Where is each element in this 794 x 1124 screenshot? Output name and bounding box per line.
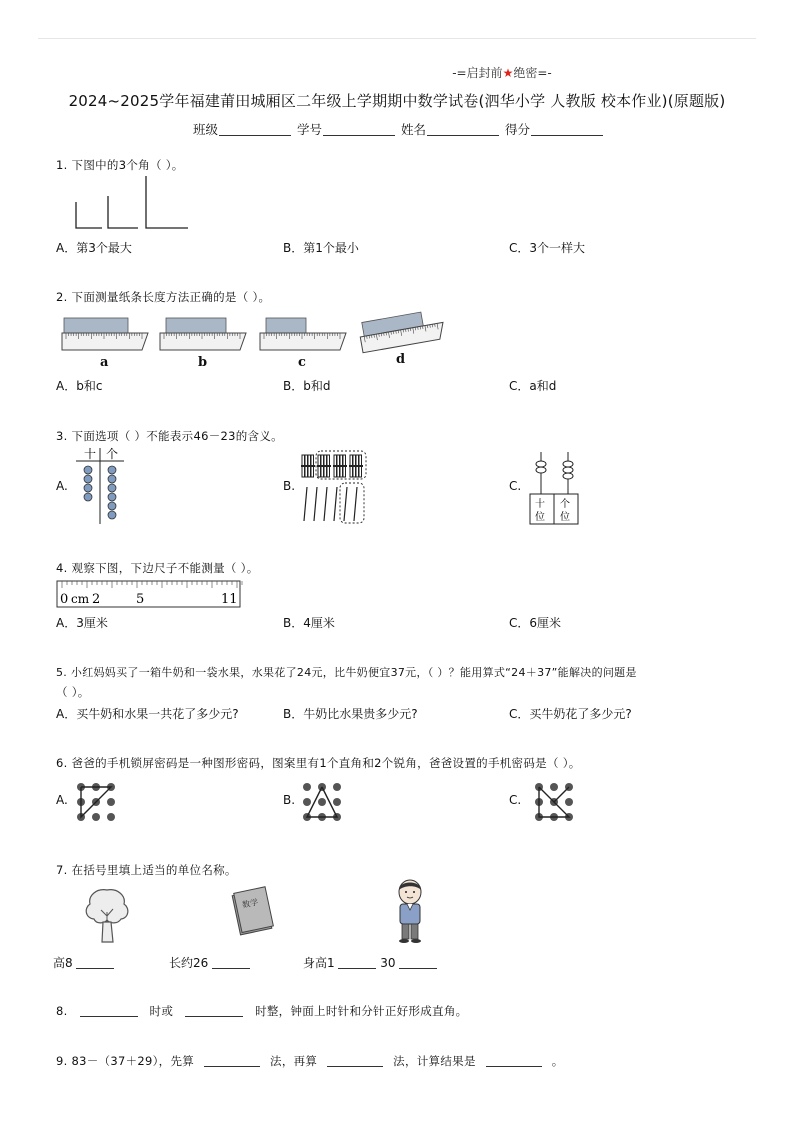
stick	[334, 487, 337, 521]
question-3-stem: 3. 下面选项（ ）不能表示46－23的含义。	[56, 429, 283, 443]
q6-option-a[interactable]: A.	[56, 793, 68, 807]
question-7-stem: 7. 在括号里填上适当的单位名称。	[56, 863, 237, 877]
score-label: 得分	[505, 122, 531, 137]
q3-option-a[interactable]: A.	[56, 479, 68, 493]
boy-height-label-1: 身高1	[303, 956, 335, 970]
ruler-mark-11: 11	[221, 592, 238, 607]
question-5-stem-line1: 5. 小红妈妈买了一箱牛奶和一袋水果，水果花了24元，比牛奶便宜37元，（ ）？能用算式“24＋37”能解决的问题是	[56, 666, 637, 679]
circled-sticks	[340, 483, 364, 523]
counter-bead	[84, 493, 92, 501]
counter-bead	[108, 511, 116, 519]
ruler-mark-5: 5	[136, 592, 145, 607]
three-angles-figure	[70, 174, 200, 232]
question-1-stem: 1. 下图中的3个角（ ）。	[56, 158, 184, 172]
stick	[324, 487, 327, 521]
lock-dot	[550, 783, 558, 791]
tree-icon	[82, 886, 132, 944]
book-length-blank	[169, 954, 250, 971]
q9-blank-3[interactable]	[486, 1054, 542, 1067]
ones-place-label-1: 个	[560, 499, 570, 510]
lock-dot	[333, 783, 341, 791]
paper-strip	[166, 318, 226, 333]
q4-option-a[interactable]: A．3厘米	[56, 616, 108, 630]
broken-ruler-figure	[56, 580, 242, 610]
tens-place-label-1: 十	[535, 499, 545, 510]
student-info-row	[193, 120, 605, 138]
class-field[interactable]	[219, 122, 291, 136]
q5-option-a[interactable]: A．买牛奶和水果一共花了多少元?	[56, 707, 239, 721]
q2-option-c[interactable]: C．a和d	[509, 379, 557, 393]
stick	[344, 487, 347, 521]
student-id-label: 学号	[297, 122, 323, 137]
counter-chart-figure	[74, 446, 130, 526]
ones-place-label-2: 位	[560, 512, 570, 523]
counter-bead	[108, 493, 116, 501]
question-2-stem: 2. 下面测量纸条长度方法正确的是（ ）。	[56, 290, 271, 304]
boy-icon	[390, 878, 430, 944]
ruler-b-figure	[160, 316, 250, 354]
confidential-seal: -=启封前★绝密=-	[452, 66, 552, 80]
q9-tail-text: 。	[551, 1054, 564, 1068]
book-length-label: 长约26	[169, 956, 209, 970]
q8-tail-text: 时整，钟面上时针和分针正好形成直角。	[255, 1004, 468, 1018]
lock-dot	[107, 813, 115, 821]
angle-1	[76, 202, 102, 228]
q5-option-c[interactable]: C．买牛奶花了多少元?	[509, 707, 632, 721]
q3-option-b[interactable]: B.	[283, 479, 296, 493]
counter-bead	[84, 466, 92, 474]
question-8	[56, 1003, 467, 1019]
score-field[interactable]	[531, 122, 603, 136]
ruler	[260, 333, 346, 350]
q9-mid-text-1: 法，再算	[270, 1054, 318, 1068]
lock-dot	[318, 798, 326, 806]
q8-number: 8.	[56, 1004, 68, 1018]
q9-blank-2[interactable]	[327, 1054, 383, 1067]
ruler-mark-2: 2	[92, 592, 101, 607]
q8-blank-2[interactable]	[185, 1004, 243, 1017]
stick	[314, 487, 317, 521]
tree-height-label: 高8	[53, 956, 73, 970]
name-field[interactable]	[427, 122, 499, 136]
tens-place-label-2: 位	[535, 512, 545, 523]
ruler	[160, 333, 246, 350]
abacus-figure	[526, 450, 586, 526]
ruler-c-label: c	[298, 355, 306, 370]
q6-option-b[interactable]: B.	[283, 793, 296, 807]
q9-head-text: 9. 83－（37＋29），先算	[56, 1054, 195, 1068]
tree-height-blank	[53, 954, 114, 971]
question-6-stem: 6. 爸爸的手机锁屏密码是一种图形密码，图案里有1个直角和2个锐角，爸爸设置的手机密码是（ ）。	[56, 756, 581, 770]
page-title: 2024~2025学年福建莆田城厢区二年级上学期期中数学试卷(泗华小学 人教版 校本作业)(原题版)	[68, 92, 726, 110]
counter-bead	[108, 475, 116, 483]
q9-mid-text-2: 法，计算结果是	[393, 1054, 476, 1068]
star-icon: ★	[502, 66, 514, 80]
pattern-lock-a	[70, 776, 122, 828]
ruler-zero: 0	[60, 592, 69, 607]
counter-bead	[84, 484, 92, 492]
sticks-figure	[296, 449, 368, 525]
counter-bead	[108, 466, 116, 474]
stick	[304, 487, 307, 521]
question-4-stem: 4. 观察下图，下边尺子不能测量（ ）。	[56, 561, 259, 575]
q1-option-c[interactable]: C．3个一样大	[509, 241, 586, 255]
angle-2	[108, 196, 138, 228]
lock-dot	[303, 783, 311, 791]
counter-bead	[108, 484, 116, 492]
ruler-d-label: d	[396, 352, 406, 367]
boy-height-answer-2[interactable]	[399, 956, 437, 969]
q4-option-c[interactable]: C．6厘米	[509, 616, 562, 630]
book-length-answer[interactable]	[212, 956, 250, 969]
lock-dot	[565, 798, 573, 806]
lock-dot	[107, 798, 115, 806]
paper-strip	[64, 318, 128, 333]
lock-dot	[92, 813, 100, 821]
ruler-b-label: b	[198, 355, 208, 370]
q1-option-a[interactable]: A．第3个最大	[56, 241, 132, 255]
ruler-c-figure	[260, 316, 350, 354]
lock-dot	[333, 798, 341, 806]
ruler-d-figure	[360, 310, 450, 354]
q6-option-c[interactable]: C.	[509, 793, 522, 807]
paper-strip	[266, 318, 306, 333]
top-divider	[38, 38, 756, 39]
book-cover-text: 数学	[241, 897, 259, 910]
boy-height-answer-1[interactable]	[338, 956, 376, 969]
q1-option-b[interactable]: B．第1个最小	[283, 241, 359, 255]
ruler-unit: cm	[71, 592, 90, 606]
ones-header: 个	[106, 447, 119, 461]
counter-bead	[84, 475, 92, 483]
question-9	[56, 1053, 564, 1069]
q3-option-c[interactable]: C.	[509, 479, 522, 493]
q9-blank-1[interactable]	[204, 1054, 260, 1067]
q4-option-b[interactable]: B．4厘米	[283, 616, 335, 630]
class-label: 班级	[193, 122, 219, 137]
ruler	[62, 333, 148, 350]
boy-height-label-2: 30	[380, 956, 396, 970]
q8-blank-1[interactable]	[80, 1004, 138, 1017]
angle-3	[146, 176, 188, 228]
counter-bead	[108, 502, 116, 510]
q5-option-b[interactable]: B．牛奶比水果贵多少元?	[283, 707, 418, 721]
tens-header: 十	[84, 447, 97, 461]
lock-dot	[303, 798, 311, 806]
pattern-lock-b	[296, 776, 348, 828]
ruler-a-figure	[62, 316, 152, 354]
q2-option-a[interactable]: A．b和c	[56, 379, 103, 393]
student-id-field[interactable]	[323, 122, 395, 136]
stick	[354, 487, 357, 521]
ruler-a-label: a	[100, 355, 109, 370]
q2-option-b[interactable]: B．b和d	[283, 379, 331, 393]
pattern-lock-c	[528, 776, 580, 828]
boy-height-blank	[303, 954, 437, 971]
question-5-stem-line2: （ ）。	[56, 685, 90, 699]
tree-height-answer[interactable]	[76, 956, 114, 969]
name-label: 姓名	[401, 122, 427, 137]
q8-mid-text: 时或	[149, 1004, 174, 1018]
book-icon	[230, 886, 276, 938]
